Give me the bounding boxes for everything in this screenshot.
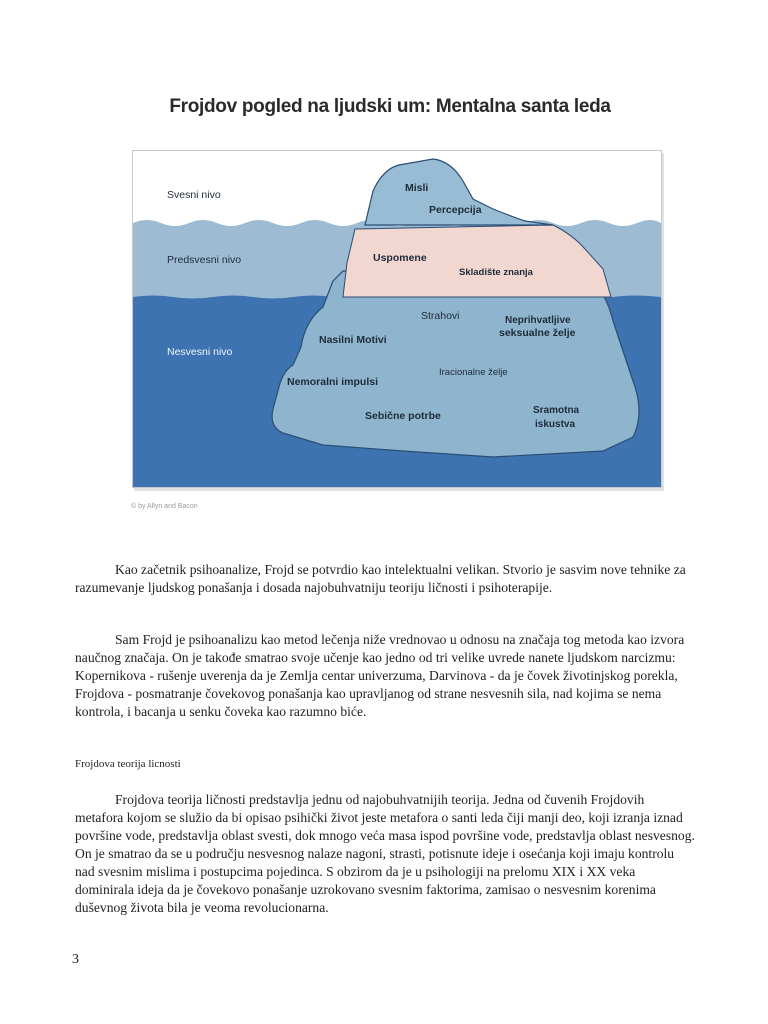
item-iracionalne-zelje: Iracionalne želje: [439, 367, 508, 378]
iceberg-figure: [132, 150, 662, 488]
item-misli: Misli: [405, 182, 429, 194]
page-number: 3: [72, 952, 79, 967]
item-nasilni-motivi: Nasilni Motivi: [319, 334, 387, 346]
figure-copyright: © by Allyn and Bacon: [131, 503, 198, 510]
item-nemoralni-impulsi: Nemoralni impulsi: [287, 376, 379, 388]
item-uspomene: Uspomene: [373, 252, 427, 264]
iceberg-body: [272, 271, 639, 457]
paragraph-2-text: Sam Frojd je psihoanalizu kao metod lečenja niže vrednovao u odnosu na značaja tog metoda kao izvora naučnog značaja. On je takođe smatrao svoje učenje kao jedno od tri velike uvrede nanete ljudskom narcizmu: Kopernikova - rušenje uverenja da je Zemlja centar univerzuma, Darvinova - da je čovek životinjskog porekla, Frojdova - posmatranje čovekovog ponašanja kao upravljanog od strane nesvesnih sila, nad kojima se nema kontrola, i bacanja u senku čoveka kao razumno biće.: [75, 632, 685, 719]
item-percepcija: Percepcija: [429, 204, 482, 216]
iceberg-diagram: [133, 151, 661, 487]
item-sebicne-potrbe: Sebične potrbe: [365, 410, 441, 422]
paragraph-2: [75, 631, 695, 721]
item-strahovi: Strahovi: [421, 310, 460, 322]
paragraph-3-text: Frojdova teorija ličnosti predstavlja jednu od najobuhvatnijih teorija. Jedna od čuvenih Frojdovih metafora kojom se služio da bi opisao psihički život jeste metafora o santi leda čiji manji deo, koji izranja iznad površine vode, predstavlja oblast svesti, dok mnogo veća masa ispod površine vode, predstavlja oblast nesvesnog. On je smatrao da se u području nesvesnog nalaze nagoni, strasti, potisnute ideje i osećanja koji imaju kontrolu nad svesnim mislima i postupcima pojedinca. S obzirom da je u psihologiji na prelomu XIX i XX veka dominirala ideja da je čovekovo ponašanje uzrokovano svesnim faktorima, zamisao o nesvesnim korenima duševnog života bila je veoma revolucionarna.: [75, 792, 695, 915]
section-subheading: Frojdova teorija licnosti: [75, 758, 181, 770]
item-neprihvatljive-1: Neprihvatljive: [505, 315, 571, 326]
level-label-preconscious: Predsvesni nivo: [167, 254, 242, 266]
item-neprihvatljive-2: seksualne želje: [499, 327, 576, 339]
level-label-unconscious: Nesvesni nivo: [167, 346, 233, 358]
paragraph-3: [75, 791, 695, 917]
paragraph-1-text: Kao začetnik psihoanalize, Frojd se potvrdio kao intelektualni velikan. Stvorio je sasvim nove tehnike za razumevanje ljudskog ponašanja i dosada najobuhvatniju teoriju ličnosti i psihoterapije.: [75, 562, 686, 595]
item-sramotna-2: iskustva: [535, 419, 576, 430]
figure-title: Frojdov pogled na ljudski um: Mentalna santa leda: [169, 96, 611, 117]
level-label-conscious: Svesni nivo: [167, 189, 221, 201]
item-sramotna-1: Sramotna: [533, 405, 580, 416]
item-skladiste-znanja: Skladište znanja: [459, 267, 533, 278]
paragraph-1: [75, 561, 695, 597]
